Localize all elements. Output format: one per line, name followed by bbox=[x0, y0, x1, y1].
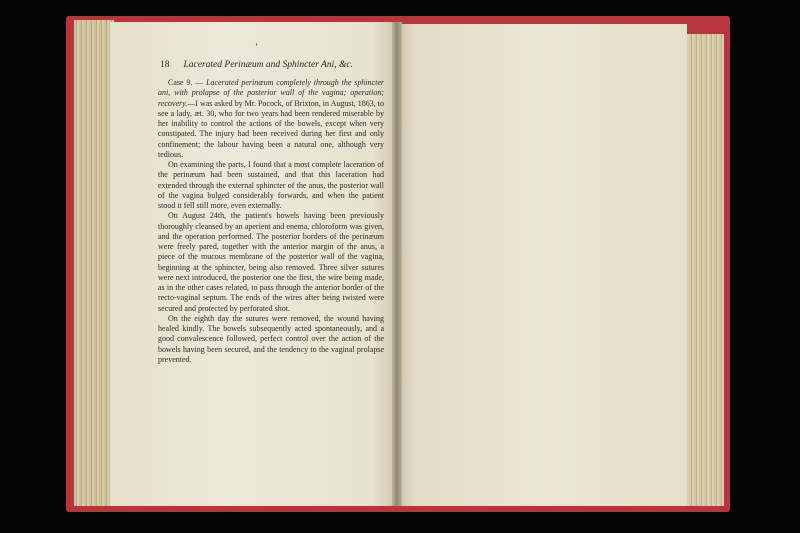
running-head bbox=[160, 60, 390, 70]
case-heading: Case 9. — bbox=[168, 78, 207, 87]
paragraph: On examining the parts, I found that a most complete laceration of the perinæum had been sustained, and that this laceration had extended through the external sphincter of the anus, the posterior wall of the vagina bulged considerably forwards, and when the patient stood it fell still more, even externally. bbox=[158, 160, 384, 210]
page-number: 18 bbox=[160, 60, 170, 70]
book-gutter bbox=[392, 22, 402, 506]
paragraph: On August 24th, the patient's bowels having been previously thoroughly cleansed by an aperient and enema, chloroform was given, and the operation performed. The posterior borders of the perinæum were freely pared, together with the anterior margin of the anus, a piece of the mucous membrane of the posterior wall of the vagina, beginning at the sphincter, being also removed. Three silver sutures were next introduced, the posterior one the first, the wire being made, as in the other cases related, to pass through the anterior border of the recto-vaginal septum. The ends of the wires after being twisted were secured and protected by perforated shot. bbox=[158, 211, 384, 313]
paragraph bbox=[158, 78, 384, 160]
case-title: Lacerated perinæum completely through the sphincter ani, with prolapse of the posterior wall of the vagina; operation; recovery. bbox=[158, 78, 384, 108]
paragraph-text: —I was asked by Mr. Pocock, of Brixton, in August, 1863, to see a lady, æt. 30, who for two years had been rendered miserable by her inability to control the actions of the bowels, except when very constipated. The injury had been received during her first and only confinement; the labour having been a natural one, although very tedious. bbox=[158, 98, 384, 159]
right-page-edges bbox=[684, 34, 724, 506]
paragraph: On the eighth day the sutures were removed, the wound having healed kindly. The bowels subsequently acted spontaneously, and a good convalescence followed, perfect control over the action of the bowels having been secured, and the tendency to the vaginal prolapse prevented. bbox=[158, 313, 384, 364]
running-title: Lacerated Perinæum and Sphincter Ani, &c. bbox=[183, 60, 353, 70]
right-page-blank bbox=[397, 24, 687, 506]
case-text bbox=[158, 78, 384, 365]
page-mark: ʼ bbox=[255, 42, 258, 52]
left-page-edges bbox=[74, 20, 114, 506]
